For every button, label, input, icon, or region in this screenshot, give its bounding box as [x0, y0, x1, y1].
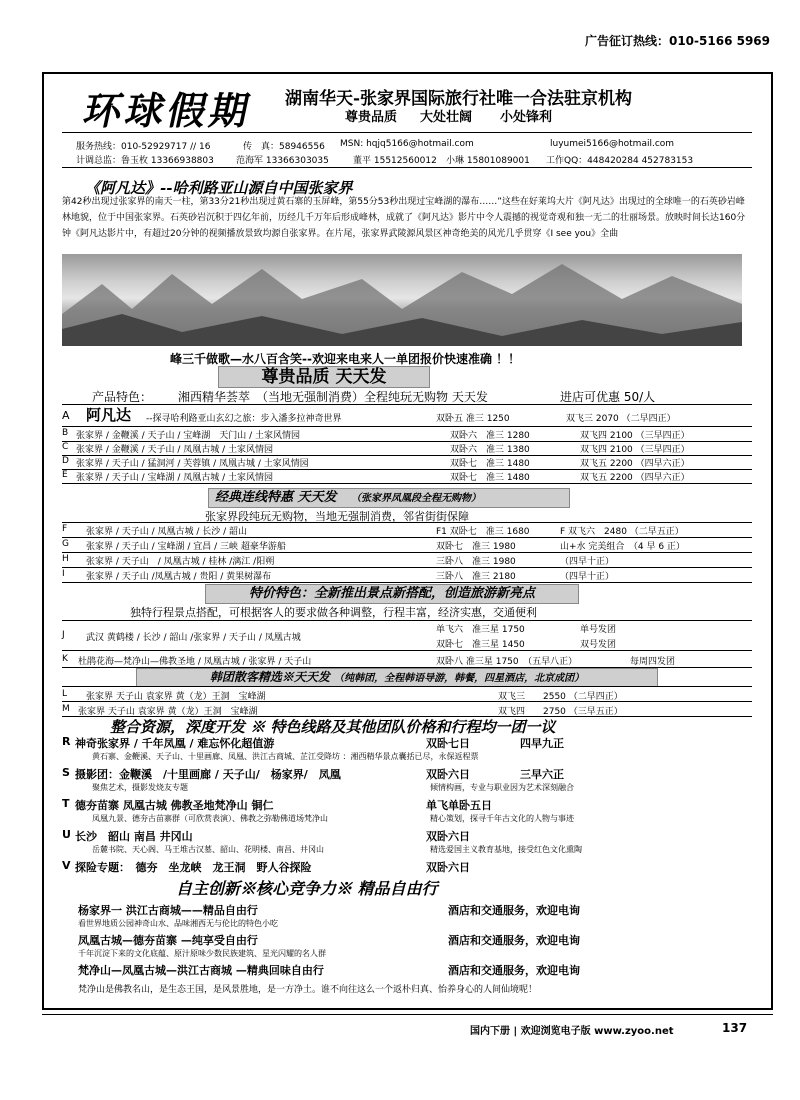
freetour-title: 杨家界一 洪江古商城——精品自由行: [78, 904, 258, 917]
item-meals: 四早九正: [520, 737, 564, 750]
row-route: 张家界 / 天子山 / 凤凰古城 / 桂林 /漓江 /阳朔: [86, 557, 275, 567]
row-route: 杜鹃花海—梵净山—佛教圣地 / 凤凰古城 / 张家界 / 天子山: [78, 657, 312, 667]
freetour-service: 酒店和交通服务，欢迎电询: [448, 934, 580, 947]
row-price: 双卧五 准三 1250: [436, 414, 510, 424]
row-divider: [62, 650, 752, 651]
freetour-title: 梵净山—凤凰古城—洪江古商城 —精典回味自由行: [78, 964, 324, 977]
freetour-service: 酒店和交通服务，欢迎电询: [448, 964, 580, 977]
director-4: 小琳 15801089001: [446, 156, 530, 166]
company-logo: 环球假期: [79, 88, 258, 133]
director-1: 计调总监：鲁玉枚 13366938803: [76, 156, 214, 166]
row-price2: 山+水 完美组合 （4 早 6 正）: [560, 542, 685, 552]
row-price2: （四早十正）: [560, 557, 615, 567]
row-price2: （四早十正）: [560, 572, 615, 582]
row-price: 三卧八 准三 1980: [436, 557, 516, 567]
row-code: J: [62, 630, 65, 640]
divider: [62, 167, 752, 168]
row-code: L: [62, 689, 68, 699]
item-desc: 聚焦艺术，摄影发烧友专题: [92, 783, 188, 792]
slogan-3: 小处锋利: [500, 110, 553, 125]
row-divider: [62, 522, 752, 523]
email[interactable]: luyumei5166@hotmail.com: [550, 139, 675, 149]
freetour-desc: 梵净山是佛教名山，是生态王国，是风景胜地，是一方净土。谁不向往这么一个返朴归真、怡养身心的人间仙境呢！: [78, 985, 538, 995]
item-desc2: 精选爱国主义教育基地，接受红色文化熏陶: [430, 845, 582, 854]
row-divider: [62, 552, 752, 553]
section3-intro: 独特行程景点搭配，可根据客人的要求做各种调整，行程丰富，经济实惠，交通便利: [130, 606, 537, 619]
item-title: 神奇张家界 / 千年凤凰 / 难忘怀化超值游: [75, 737, 275, 750]
freetour-desc: 看世界地质公园神奇山水、品味湘西无与伦比的特色小吃: [78, 919, 278, 928]
msn[interactable]: MSN: hqjq5166@hotmail.com: [340, 139, 474, 149]
row-divider: [62, 701, 752, 702]
row-code: H: [62, 554, 69, 564]
row-price: 双卧六 准三 1280: [450, 431, 530, 441]
footer-text[interactable]: 国内下册 | 欢迎浏览电子版 www.zyoo.net: [470, 1026, 674, 1037]
section6-heading: 自主创新※核心竞争力※ 精品自由行: [176, 879, 438, 898]
item-code: U: [62, 828, 71, 841]
freetour-service: 酒店和交通服务，欢迎电询: [448, 904, 580, 917]
item-desc: 岳麓书院、天心阁、马王堆古汉墓、韶山、花明楼、南昌、井冈山: [92, 845, 324, 854]
item-code: V: [62, 859, 71, 872]
freetour-desc: 千年沉淀下来的文化底蕴、原汁原味少数民族建筑、星光闪耀的名人群: [78, 949, 326, 958]
row-route: 张家界 / 天子山 / 宝峰湖 / 凤凰古城 / 土家风情园: [76, 473, 274, 483]
row-code: F: [62, 524, 68, 534]
row-price4: 双号发团: [580, 640, 617, 650]
item-meals: 三早六正: [520, 768, 564, 781]
section3-banner: [205, 584, 579, 604]
row-price: F1 双卧七 准三 1680: [436, 527, 530, 537]
row-code: E: [62, 470, 68, 480]
row-route: 武汉 黄鹤楼 / 长沙 / 韶山 /张家界 / 天子山 / 凤凰古城: [86, 633, 301, 643]
item-duration: 双卧六日: [426, 861, 470, 874]
article-title: 《阿凡达》--哈利路亚山源自中国张家界: [85, 179, 353, 197]
row-route: 张家界 / 天子山 /凤凰古城 / 贵阳 / 黄果树瀑布: [86, 572, 272, 582]
row-divider: [62, 620, 752, 621]
row-route: 张家界 天子山 袁家界 黄（龙）王洞 宝峰湖: [78, 707, 258, 717]
row-price2: 双飞四 2100 （三早四正）: [580, 431, 690, 441]
row-divider: [62, 537, 752, 538]
row-route: 张家界 / 金鞭溪 / 天子山 / 宝峰湖 天门山 / 土家风情园: [76, 431, 301, 441]
row-code: K: [62, 654, 68, 664]
row-divider: [62, 567, 752, 568]
work-qq: 工作QQ：448420284 452783153: [546, 156, 694, 166]
row-price: 双卧八 准三星 1750 （五早八正）: [436, 657, 578, 667]
row-code: I: [62, 569, 65, 579]
row-price2: 每周四发团: [630, 657, 676, 667]
section4-subtitle: （纯韩团，全程韩语导游，韩餐，四星酒店，北京成团）: [334, 673, 585, 684]
row-route-detail: --探寻哈利路亚山玄幻之旅：步入潘多拉神奇世界: [146, 414, 342, 424]
company-title: 湖南华天-张家界国际旅行社唯一合法驻京机构: [285, 89, 633, 109]
service-hotline: 服务热线：010-52929717 // 16: [76, 142, 211, 152]
row-code: C: [62, 442, 69, 452]
row-price: 双飞四 2750 （三早五正）: [498, 707, 623, 717]
row-code: A: [62, 409, 70, 422]
article-body: 第42秒出现过张家界的南天一柱，第33分21秒出现过黄石寨的玉屏峰，第55分53秒出现过宝峰湖的瀑布……”这些在好莱坞大片《阿凡达》出现过的全球唯一的石英砂岩峰林地貌，位于中国张家界。石英砂岩沉积于四亿年前，历经几千万年后形成峰林，成就了《阿凡达》影片中令人震撼的视觉奇观和独一无二的壮丽场景。放映时间长达160分钟《阿凡达影片中，有超过20分钟的视频播放景致均源自张家界。在片尾，张家界武陵源风景区神奇绝美的风光几乎贯穿《I see you》全曲: [62, 197, 746, 239]
item-desc: 黄石寨、金鞭溪、天子山、十里画廊、凤凰、洪江古商城、芷江受降坊 ：湘西精华景点囊括已尽，永保返程票: [92, 752, 479, 761]
row-divider: [62, 686, 752, 687]
item-duration: 双卧六日: [426, 830, 470, 843]
slogan-2: 大处壮阔: [420, 110, 473, 125]
section2-title: 经典连线特惠 天天发: [215, 490, 337, 505]
row-divider: [62, 426, 752, 427]
director-3: 董平 15512560012: [353, 156, 437, 166]
divider: [62, 132, 752, 133]
item-code: R: [62, 735, 71, 748]
item-duration: 单飞单卧五日: [426, 799, 492, 812]
row-code: B: [62, 428, 69, 438]
row-route: 张家界 / 天子山 / 猛洞河 / 芙蓉镇 / 凤凰古城 / 土家风情园: [76, 459, 309, 469]
tagline: 峰三千做歌—水八百含笑--欢迎来电来人一单团报价快速准确 ！！: [170, 352, 521, 366]
item-title: 探险专题： 德夯 坐龙峡 龙王洞 野人谷探险: [75, 861, 312, 874]
section2-subtitle: （张家界凤凰段全程无购物）: [351, 493, 482, 504]
row-price: 三卧八 准三 2180: [436, 572, 516, 582]
item-desc2: 精心策划，探寻千年古文化的人物与事迹: [430, 814, 574, 823]
row-divider: [62, 404, 752, 405]
section1-banner: 尊贵品质 天天发: [218, 366, 430, 388]
discount: 进店可优惠 50/人: [560, 390, 656, 404]
item-code: S: [62, 766, 70, 779]
row-price2: 双飞五 2200 （四早六正）: [580, 473, 690, 483]
row-price: 双卧六 准三 1380: [450, 445, 530, 455]
row-code: D: [62, 456, 69, 466]
item-title: 摄影团：金鞭溪 /十里画廊 / 天子山/ 杨家界/ 凤凰: [75, 768, 341, 781]
row-price2: 双飞三 2070 （二早四正）: [566, 414, 676, 424]
fax: 传 真：58946556: [243, 142, 325, 152]
features-label: 产品特色：: [92, 390, 153, 404]
row-divider: [62, 483, 752, 484]
item-title: 长沙 韶山 南昌 井冈山: [75, 830, 193, 843]
row-price2: F 双飞六 2480 （二早五正）: [560, 527, 684, 537]
item-desc: 凤凰九景、德夯古苗寨群（可欣赏表演）、佛教之弥勒佛道场梵净山: [92, 814, 328, 823]
row-code: M: [62, 704, 70, 714]
row-code: G: [62, 539, 69, 549]
section4-banner: [136, 668, 658, 687]
page-number: 137: [722, 1021, 748, 1035]
item-code: T: [62, 797, 70, 810]
row-price: 双卧七 准三 1480: [450, 473, 530, 483]
row-price: 单飞六 准三星 1750: [436, 625, 525, 635]
row-price: 双卧七 准三 1480: [450, 459, 530, 469]
freetour-title: 凤凰古城—德夯苗寨 —纯享受自由行: [78, 934, 258, 947]
slogan-1: 尊贵品质: [345, 110, 398, 125]
row-divider: [62, 582, 752, 583]
row-price: 双卧七 准三 1980: [436, 542, 516, 552]
item-desc2: 倾情构画，专业与职业因为艺术深刻融合: [430, 783, 574, 792]
row-route: 张家界 / 天子山 / 宝峰湖 / 宜昌 / 三峡 超豪华游船: [86, 542, 286, 552]
item-duration: 双卧六日: [426, 768, 470, 781]
section4-title: 韩团散客精选※天天发: [209, 670, 330, 684]
section3-title: 特价特色：全新推出景点新搭配，创造旅游新亮点: [248, 586, 535, 601]
row-price2: 双飞五 2200 （四早六正）: [580, 459, 690, 469]
item-duration: 双卧七日: [426, 737, 470, 750]
item-title: 德夯苗寨 凤凰古城 佛教圣地梵净山 铜仁: [75, 799, 274, 812]
row-route: 张家界 / 金鞭溪 / 天子山 / 凤凰古城 / 土家风情园: [76, 445, 274, 455]
ad-hotline: 广告征订热线：010-5166 5969: [584, 34, 770, 48]
row-price: 双飞三 2550 （二早四正）: [498, 692, 623, 702]
row-route: 张家界 天子山 袁家界 黄（龙）王洞 宝峰湖: [86, 692, 266, 702]
section2-banner: [208, 488, 570, 508]
landscape-photo: [62, 254, 742, 346]
row-route: 阿凡达: [86, 406, 132, 424]
row-route: 张家界 / 天子山 / 凤凰古城 / 长沙 / 韶山: [86, 527, 248, 537]
divider: [42, 1014, 773, 1015]
section5-heading: 整合资源，深度开发 ※ 特色线路及其他团队价格和行程均一团一议: [110, 718, 556, 736]
row-price2: 双飞四 2100 （三早四正）: [580, 445, 690, 455]
row-price3: 双卧七 准三星 1450: [436, 640, 525, 650]
section2-intro: 张家界段纯玩无购物，当地无强制消费，邻省街街保障: [205, 510, 469, 523]
features: 湘西精华荟萃 （当地无强制消费）全程纯玩无购物 天天发: [178, 390, 488, 404]
director-2: 范海军 13366303035: [236, 156, 329, 166]
row-price2: 单号发团: [580, 625, 617, 635]
